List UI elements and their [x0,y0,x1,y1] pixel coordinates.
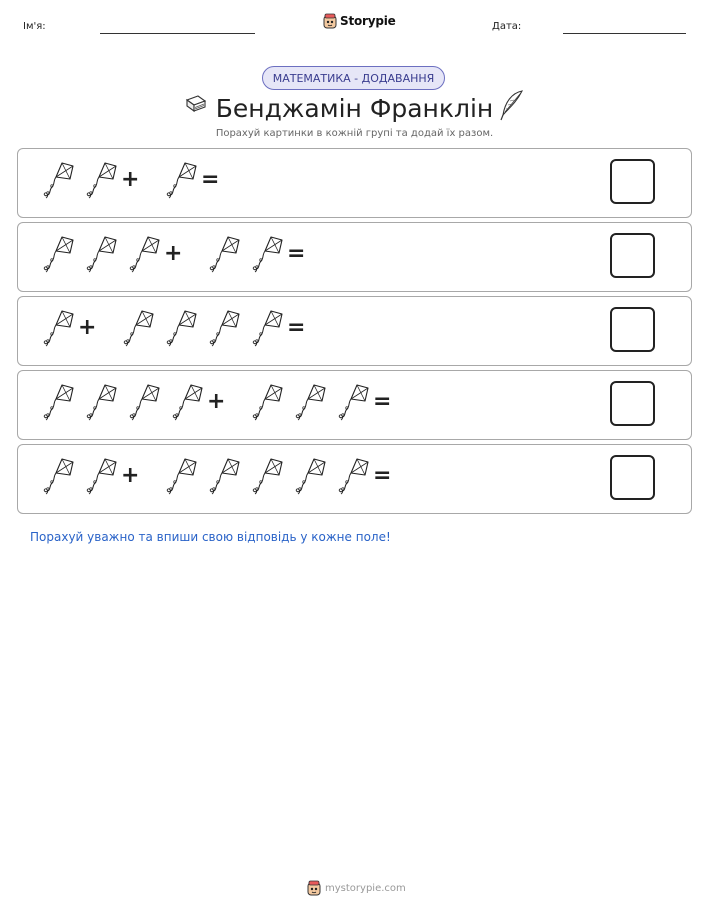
plus-sign: + [207,389,226,414]
kite-icon [249,383,285,421]
footer-site: mystorypie.com [325,882,406,894]
kite-icon [292,457,328,495]
storypie-mascot-icon [323,13,337,29]
problem-row [17,296,692,366]
kite-icon [40,235,76,273]
instructions: Порахуй картинки в кожній групі та додай їх разом. [215,128,494,139]
kite-icon [163,309,199,347]
date-label: Дата: [492,21,522,32]
equals-sign: = [373,389,392,414]
kite-icon [126,383,162,421]
date-line[interactable] [563,33,686,34]
problem-row [17,148,692,218]
kite-icon [40,161,76,199]
plus-sign: + [121,167,140,192]
kite-icon [40,457,76,495]
equals-sign: = [373,463,392,488]
kite-icon [206,235,242,273]
equals-sign: = [287,241,306,266]
kite-icon [335,383,371,421]
name-line[interactable] [100,33,255,34]
logo-text: Storypie [340,14,396,28]
page-title: Бенджамін Франклін [215,94,494,123]
kite-icon [206,457,242,495]
footer-instruction: Порахуй уважно та впиши свою відповідь у кожне поле! [30,530,391,544]
kite-icon [335,457,371,495]
kite-icon [126,235,162,273]
kite-icon [249,235,285,273]
kite-icon [249,457,285,495]
problem-row [17,444,692,514]
kite-icon [163,161,199,199]
plus-sign: + [164,241,183,266]
kite-icon [292,383,328,421]
answer-box[interactable] [610,233,655,278]
plus-sign: + [78,315,97,340]
name-label: Ім'я: [23,21,46,32]
answer-box[interactable] [610,381,655,426]
kite-icon [83,235,119,273]
answer-box[interactable] [610,455,655,500]
quill-icon [498,89,526,121]
problem-row [17,370,692,440]
kite-icon [163,457,199,495]
storypie-logo [323,13,396,29]
problem-row [17,222,692,292]
subject-badge: МАТЕМАТИКА - ДОДАВАННЯ [262,66,445,90]
kite-icon [83,457,119,495]
plus-sign: + [121,463,140,488]
kite-icon [249,309,285,347]
answer-box[interactable] [610,159,655,204]
kite-icon [83,383,119,421]
equals-sign: = [201,167,220,192]
footer-brand [307,880,406,896]
kite-icon [40,383,76,421]
equals-sign: = [287,315,306,340]
kite-icon [169,383,205,421]
answer-box[interactable] [610,307,655,352]
kite-icon [83,161,119,199]
storypie-mascot-icon [307,880,321,896]
kite-icon [40,309,76,347]
kite-icon [120,309,156,347]
kite-icon [206,309,242,347]
